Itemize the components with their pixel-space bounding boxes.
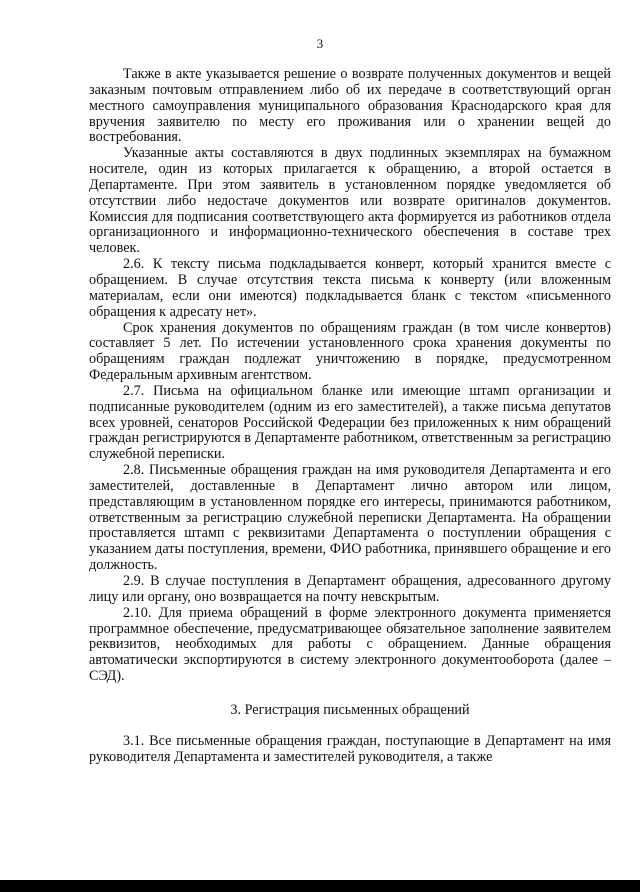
paragraph-2-6: 2.6. К тексту письма подкладывается конверт, который хранится вместе с обращением. В случае отсутствия текста письма к конверту (или вложенным материалам, если они имеются) подкладывается бланк с текстом «письменного обращения к адресату нет». (89, 256, 611, 320)
scan-bottom-edge (0, 880, 640, 892)
document-body (89, 67, 611, 766)
paragraph-2-8: 2.8. Письменные обращения граждан на имя руководителя Департамента и его заместителей, доставленные в Департамент лично автором или лицом, представляющим в установленном порядке его интересы, принимаются работником, ответственным за регистрацию служебной переписки Департамента. На обращении проставляется штамп с реквизитами Департамента о поступлении обращения с указанием даты поступления, времени, ФИО работника, принявшего обращение и его должность. (89, 462, 611, 574)
paragraph-storage-period: Срок хранения документов по обращениям граждан (в том числе конвертов) составляет 5 лет. По истечении установленного срока хранения документы по обращениям граждан подлежат уничтожению в порядке, предусмотренном Федеральным архивным агентством. (89, 319, 611, 384)
paragraph-acts-copies: Указанные акты составляются в двух подлинных экземплярах на бумажном носителе, один из которых прилагается к обращению, а второй остается в Департаменте. При этом заявитель в установленном порядке уведомляется об отсутствии либо недостаче документов или возврате оригиналов документов. Комиссия для подписания соответствующего акта формируется из работников отдела организационного и информационно-технического обеспечения в составе трех человек. (89, 145, 611, 257)
paragraph-2-9: 2.9. В случае поступления в Департамент обращения, адресованного другому лицу или органу, оно возвращается на почту невскрытым. (89, 573, 611, 605)
paragraph-2-7: 2.7. Письма на официальном бланке или имеющие штамп организации и подписанные руководителем (одним из его заместителей), а также письма депутатов всех уровней, сенаторов Российской Федерации без приложенных к ним обращений граждан регистрируются в Департаменте работником, ответственным за регистрацию служебной переписки. (89, 382, 611, 463)
section-heading: 3. Регистрация письменных обращений (230, 701, 470, 718)
page-number: 3 (316, 36, 324, 51)
paragraph-2-10: 2.10. Для приема обращений в форме электронного документа применяется программное обеспечение, предусматривающее обязательное заполнение заявителем реквизитов, необходимых для работы с обращением. Данные обращения автоматически экспортируются в систему электронного документооборота (далее – СЭД). (89, 604, 611, 685)
paragraph-3-1: 3.1. Все письменные обращения граждан, поступающие в Департамент на имя руководителя Департамента и заместителей руководителя, а также (89, 732, 611, 765)
paragraph-act-decision: Также в акте указывается решение о возврате полученных документов и вещей заказным почтовым отправлением либо об их передаче в соответствующий орган местного самоуправления муниципального образования Краснодарского края для вручения заявителю по месту его проживания или о хранении вещей до востребования. (89, 66, 611, 146)
